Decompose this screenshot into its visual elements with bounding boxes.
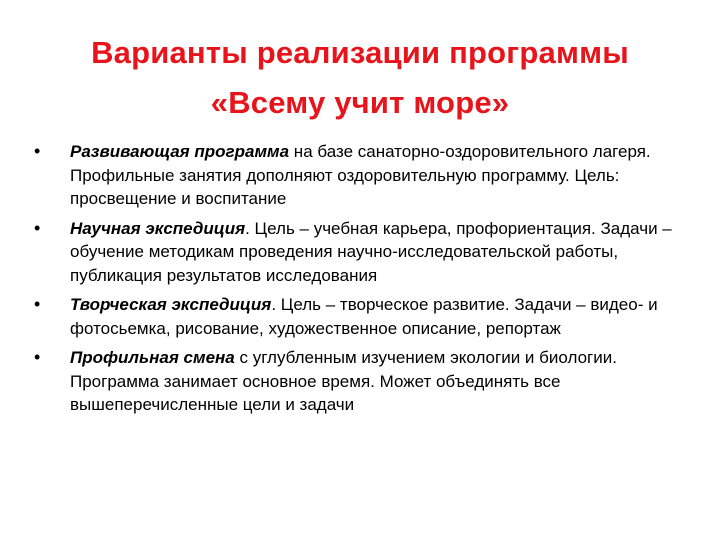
bullet-item-developmental-program [34, 140, 684, 211]
bullet-term: Научная экспедиция [70, 218, 246, 238]
bullet-text: на базе санаторно-оздоровительного лагеря. Профильные занятия дополняют оздоровительную программу. Цель: просвещение и воспитание [70, 142, 651, 208]
bullet-text: . Цель – учебная карьера, профориентация. Задачи – обучение методикам проведения научно-исследовательской работы, публикация результатов исследования [70, 218, 672, 285]
slide-title-line-1: Варианты реализации программы [91, 35, 629, 70]
bullet-item-scientific-expedition [34, 217, 684, 288]
bullet-marker: • [34, 217, 41, 238]
bullet-term: Творческая экспедиция [70, 295, 272, 314]
bullet-text: с углубленным изучением экологии и биологии. Программа занимает основное время. Может объединять все вышеперечисленные цели и задачи [70, 348, 617, 414]
bullet-term: Развивающая программа [70, 142, 290, 161]
slide-title [20, 28, 700, 128]
bullet-item-specialized-session [34, 346, 684, 417]
bullet-term: Профильная смена [70, 348, 235, 367]
bullet-item-creative-expedition [34, 293, 684, 340]
bullet-list [34, 140, 684, 423]
bullet-marker: • [34, 141, 41, 161]
slide-title-line-2: «Всему учит море» [210, 85, 510, 120]
bullet-marker: • [34, 294, 41, 314]
bullet-marker: • [34, 347, 41, 367]
bullet-text: . Цель – творческое развитие. Задачи – видео- и фотосьемка, рисование, художественное описание, репортаж [70, 295, 658, 338]
